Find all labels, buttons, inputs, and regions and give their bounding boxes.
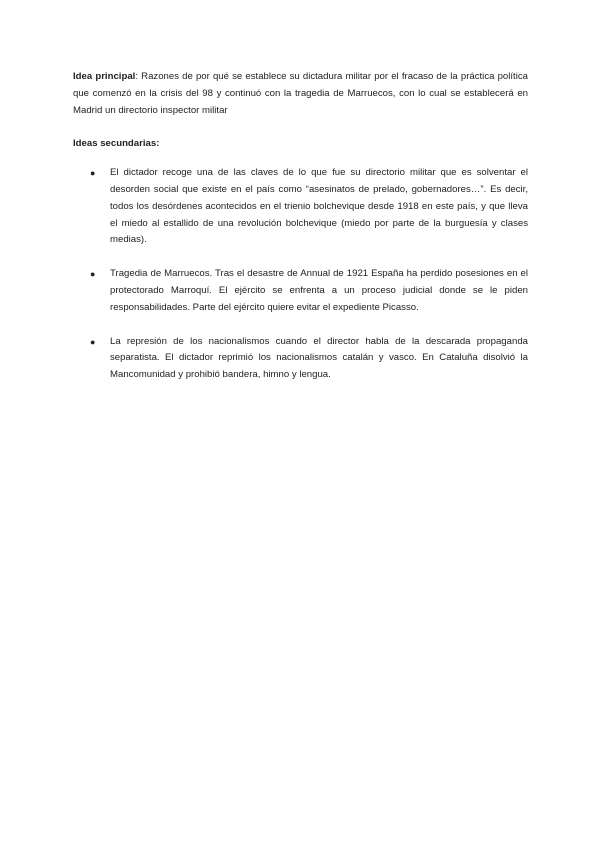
main-idea-colon: : — [135, 71, 138, 82]
main-idea-label: Idea principal — [73, 71, 136, 82]
list-item — [73, 266, 528, 316]
main-idea-text: Razones de por qué se establece su dictadura militar por el fracaso de la práctica política que comenzó en la crisis del 98 y continuó con la tragedia de Marruecos, con lo cual se establecerá en Madrid un directorio inspector militar — [73, 71, 528, 116]
list-item-text: La represión de los nacionalismos cuando el director habla de la descarada propaganda separatista. El dictador reprimió los nacionalismos catalán y vasco. En Cataluña disolvió la Mancomunidad y prohibió bandera, himno y lengua. — [110, 335, 528, 381]
main-idea-paragraph — [73, 69, 528, 119]
bullet-icon: ● — [90, 336, 96, 347]
list-item-text: Tras el desastre de Annual de 1921 España ha perdido posesiones en el protectorado Marroquí. El ejército se enfrenta a un proceso judicial donde se le piden responsabilidades. Parte del ejército quiere evitar el expediente Picasso. — [110, 268, 528, 313]
list-item — [73, 165, 528, 249]
secondary-ideas-heading: Ideas secundarias: — [73, 138, 160, 150]
bullet-icon: ● — [90, 168, 96, 179]
list-item — [73, 334, 528, 384]
list-item-lead: Tragedia de Marruecos. — [110, 268, 213, 280]
document-body — [73, 69, 528, 401]
list-item-text: El dictador recoge una de las claves de lo que fue su directorio militar que es solventar el desorden social que existe en el país como “asesinatos de prelado, gobernadores…”. Es decir, todos los desórdenes acontecidos en el trienio bolchevique desde 1918 en este país, y que lleva el miedo al estallido de una revolución bolchevique (miedo por parte de la burguesía y clases medias). — [110, 167, 528, 246]
secondary-ideas-list — [73, 165, 528, 384]
bullet-icon: ● — [90, 269, 96, 280]
